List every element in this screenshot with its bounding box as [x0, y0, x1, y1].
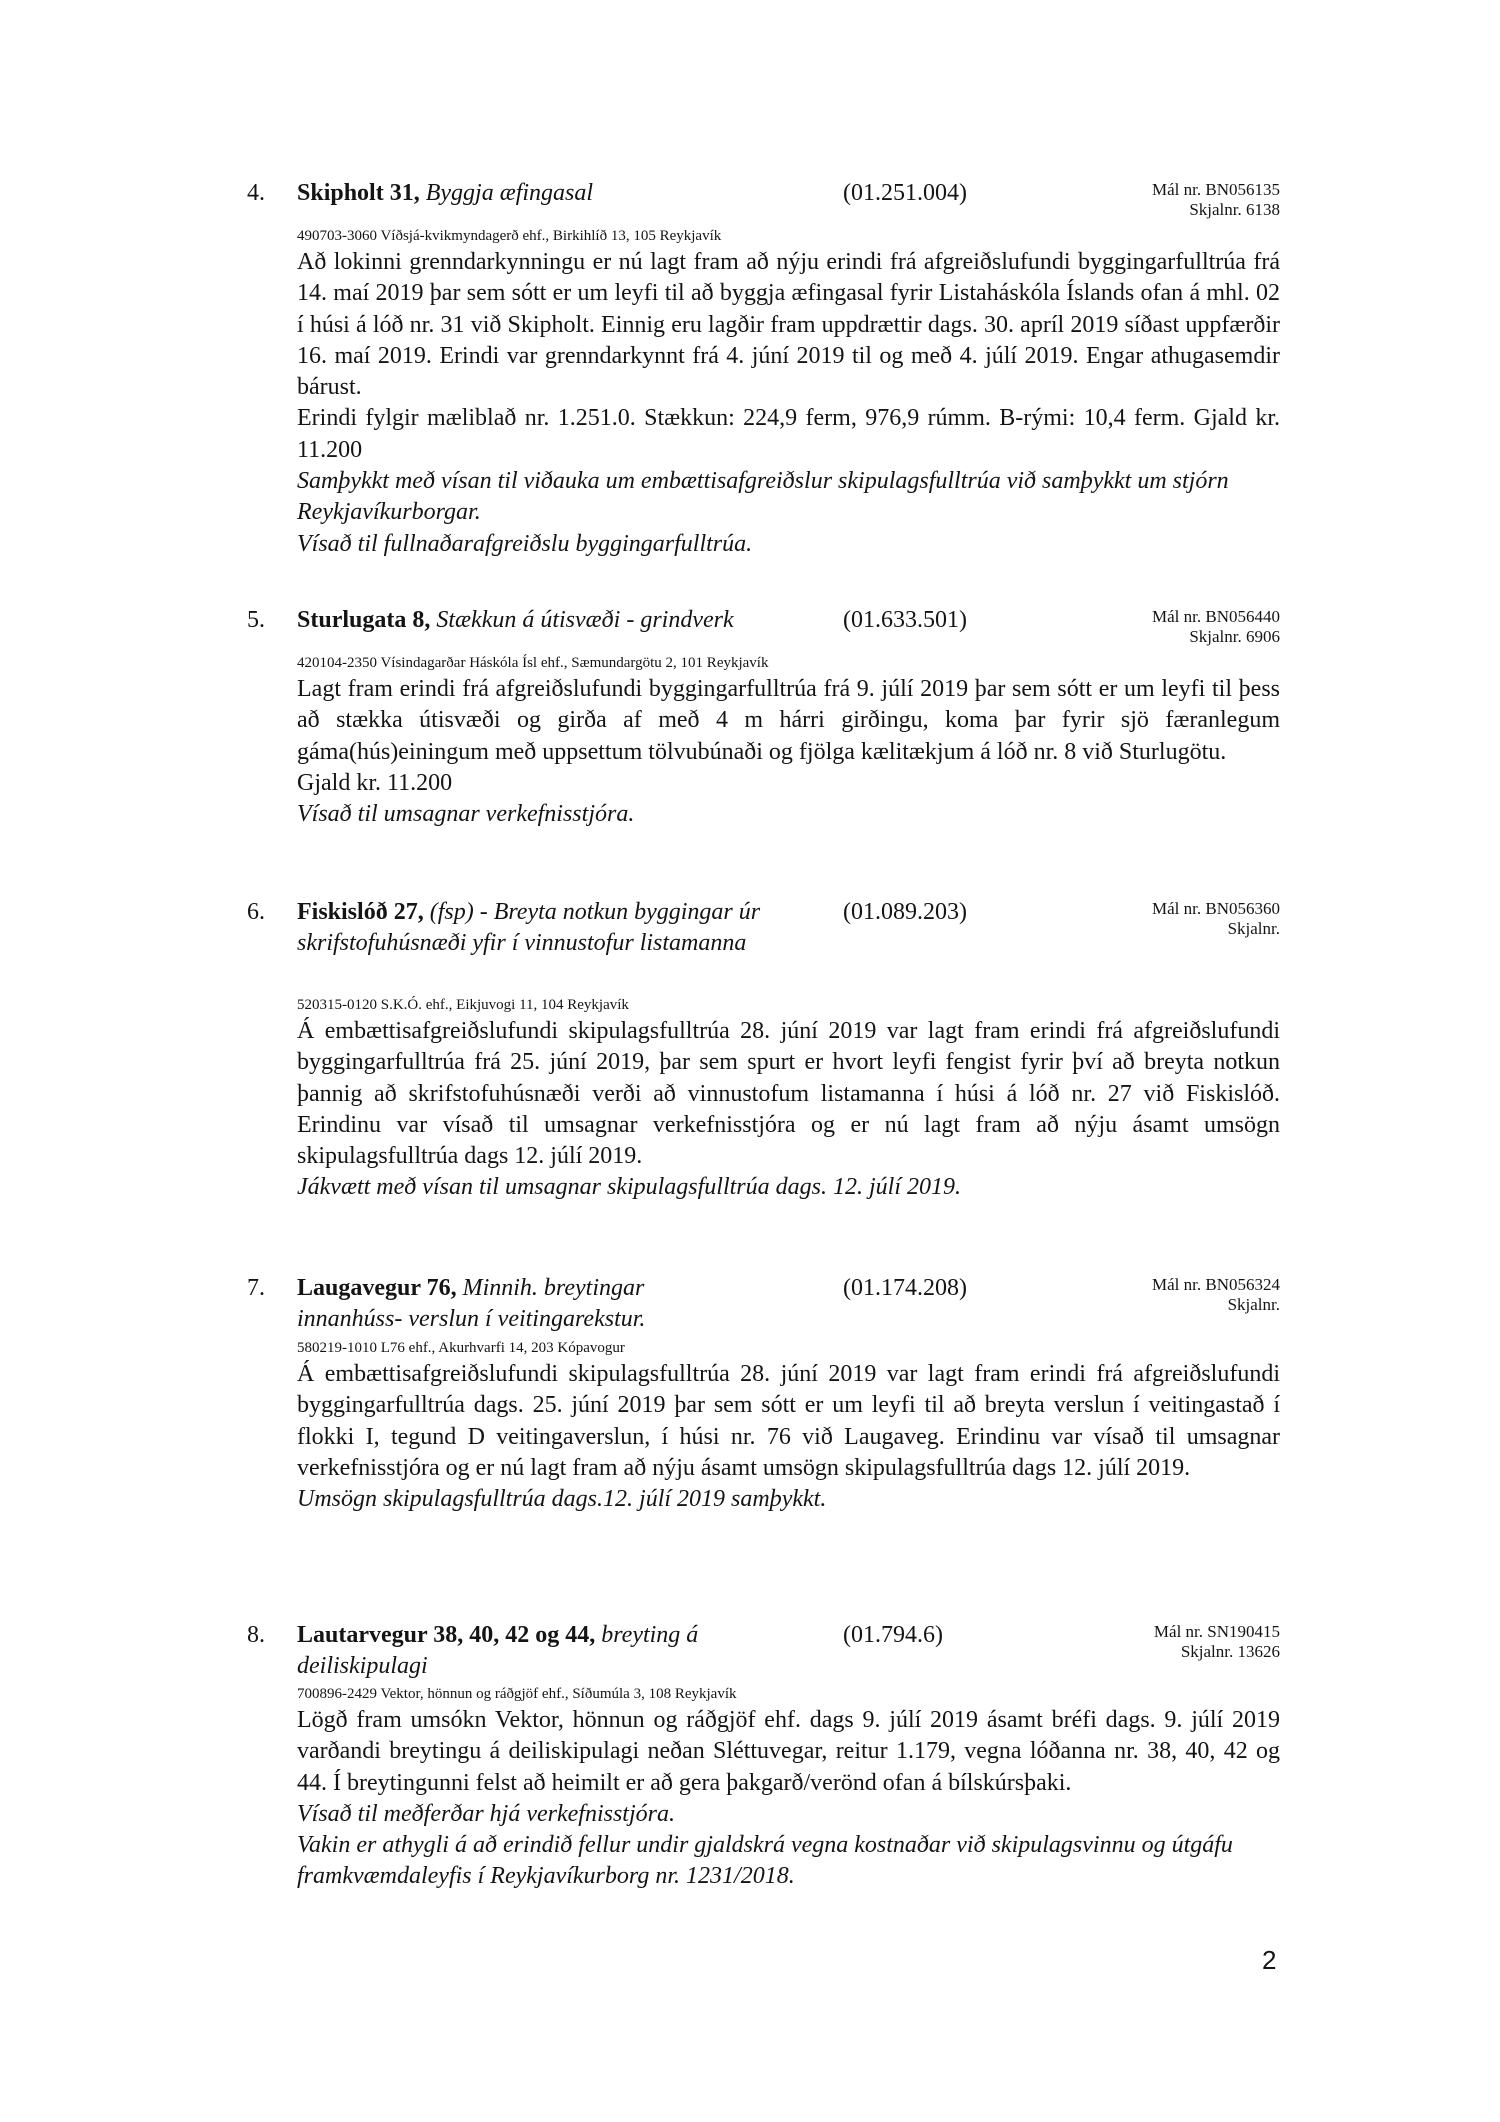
- item-address: Lautarvegur 38, 40, 42 og 44,: [297, 1622, 596, 1648]
- item-description: breyting á deiliskipulagi: [297, 1622, 699, 1679]
- item-title: [297, 605, 817, 636]
- item-text: Lögð fram umsókn Vektor, hönnun og ráðgjöf ehf. dags 9. júlí 2019 ásamt bréfi dags. 9. júlí 2019 varðandi breytingu á deiliskipulagi neðan Sléttuvegar, reitur 1.179, vegna lóðanna nr. 38, 40, 42 og 44. Í breytingunni felst að heimilt er að gera þakgarð/verönd ofan á bílskúrsþaki.: [297, 1707, 1280, 1796]
- item-decision: Vísað til meðferðar hjá verkefnisstjóra.: [297, 1800, 675, 1827]
- item-description: Minnih. breytingar innanhúss- verslun í veitingarekstur.: [297, 1275, 646, 1332]
- item-owner: 580219-1010 L76 ehf., Akurhvarfi 14, 203 Kópavogur: [297, 1340, 625, 1356]
- item-owner: 490703-3060 Víðsjá-kvikmyndagerð ehf., Birkihlíð 13, 105 Reykjavík: [297, 228, 722, 244]
- item-owner: 520315-0120 S.K.Ó. ehf., Eikjuvogi 11, 104 Reykjavík: [297, 997, 629, 1013]
- item-land-code: (01.251.004): [843, 180, 967, 206]
- item-body: [297, 674, 1280, 830]
- item-land-code: (01.794.6): [843, 1622, 943, 1648]
- case-reference: [1152, 180, 1280, 220]
- item-text: Á embættisafgreiðslufundi skipulagsfulltrúa 28. júní 2019 var lagt fram erindi frá afgreiðslufundi byggingarfulltrúa frá 25. júní 2019, þar sem spurt er hvort leyfi fengist fyrir því að breyta notkun þannig að skrifstofuhúsnæði verði að vinnustofum listamanna í húsi á lóð nr. 27 við Fiskislóð. Erindinu var vísað til umsagnar verkefnisstjóra og er nú lagt fram að nýju ásamt umsögn skipulagsfulltrúa dags 12. júlí 2019.: [297, 1018, 1280, 1170]
- item-decision: Umsögn skipulagsfulltrúa dags.12. júlí 2019 samþykkt.: [297, 1486, 827, 1513]
- item-number: 8.: [247, 1622, 265, 1648]
- item-text: Erindi fylgir mæliblað nr. 1.251.0. Stækkun: 224,9 ferm, 976,9 rúmm. B-rými: 10,4 ferm. Gjald kr. 11.200: [297, 405, 1280, 463]
- document-number: Skjalnr. 6138: [1189, 200, 1280, 219]
- item-body: [297, 1016, 1280, 1204]
- item-address: Sturlugata 8,: [297, 607, 431, 633]
- item-title: [297, 897, 817, 959]
- item-number: 6.: [247, 899, 265, 925]
- item-decision: Jákvætt með vísan til umsagnar skipulagsfulltrúa dags. 12. júlí 2019.: [297, 1174, 961, 1201]
- case-number: Mál nr. SN190415: [1153, 1622, 1280, 1641]
- case-reference: [1152, 899, 1280, 939]
- item-decision: Vakin er athygli á að erindið fellur undir gjaldskrá vegna kostnaðar við skipulagsvinnu og útgáfu framkvæmdaleyfis í Reykjavíkurborg nr. 1231/2018.: [297, 1832, 1233, 1890]
- item-title: [297, 178, 817, 209]
- item-description: (fsp) - Breyta notkun byggingar úr skrifstofuhúsnæði yfir í vinnustofur listamanna: [297, 899, 761, 956]
- item-owner: 700896-2429 Vektor, hönnun og ráðgjöf ehf., Síðumúla 3, 108 Reykjavík: [297, 1686, 737, 1702]
- document-number: Skjalnr. 13626: [1180, 1642, 1280, 1661]
- case-number: Mál nr. BN056135: [1152, 180, 1280, 199]
- item-address: Fiskislóð 27,: [297, 899, 424, 925]
- item-title: [297, 1620, 817, 1682]
- item-address: Skipholt 31,: [297, 180, 420, 206]
- item-text: Lagt fram erindi frá afgreiðslufundi byggingarfulltrúa frá 9. júlí 2019 þar sem sótt er um leyfi til þess að stækka útisvæði og girða af með 4 m hárri girðingu, koma þar fyrir sjö færanlegum gáma(hús)einingum með uppsettum tölvubúnaði og fjölga kælitækjum á lóð nr. 8 við Sturlugötu.: [297, 676, 1280, 765]
- document-number: Skjalnr.: [1227, 1295, 1280, 1314]
- item-owner: 420104-2350 Vísindagarðar Háskóla Ísl ehf., Sæmundargötu 2, 101 Reykjavík: [297, 655, 769, 671]
- item-text: Að lokinni grenndarkynningu er nú lagt fram að nýju erindi frá afgreiðslufundi byggingarfulltrúa frá 14. maí 2019 þar sem sótt er um leyfi til að byggja æfingasal fyrir Listaháskóla Íslands ofan á mhl. 02 í húsi á lóð nr. 31 við Skipholt. Einnig eru lagðir fram uppdrættir dags. 30. apríl 2019 síðast uppfærðir 16. maí 2019. Erindi var grenndarkynnt frá 4. júní 2019 til og með 4. júlí 2019. Engar athugasemdir bárust.: [297, 249, 1280, 401]
- item-land-code: (01.089.203): [843, 899, 967, 925]
- item-decision: Vísað til umsagnar verkefnisstjóra.: [297, 801, 635, 828]
- document-number: Skjalnr. 6906: [1189, 627, 1280, 646]
- item-description: Byggja æfingasal: [425, 180, 594, 206]
- item-description: Stækkun á útisvæði - grindverk: [436, 607, 734, 633]
- item-body: [297, 1705, 1280, 1893]
- document-number: Skjalnr.: [1227, 919, 1280, 938]
- item-text: Á embættisafgreiðslufundi skipulagsfulltrúa 28. júní 2019 var lagt fram erindi frá afgreiðslufundi byggingarfulltrúa dags. 25. júní 2019 þar sem sótt er um leyfi til að breyta verslun í veitingastað í flokki I, tegund D veitingaverslun, í húsi nr. 76 við Laugaveg. Erindinu var vísað til umsagnar verkefnisstjóra og er nú lagt fram að nýju ásamt umsögn skipulagsfulltrúa dags 12. júlí 2019.: [297, 1361, 1280, 1481]
- item-number: 5.: [247, 607, 265, 633]
- item-number: 7.: [247, 1275, 265, 1301]
- case-number: Mál nr. BN056440: [1152, 607, 1280, 626]
- case-reference: [1152, 607, 1280, 647]
- item-title: [297, 1273, 747, 1335]
- item-land-code: (01.633.501): [843, 607, 967, 633]
- item-body: [297, 247, 1280, 560]
- page-number: 2: [1262, 1945, 1277, 1975]
- case-number: Mál nr. BN056324: [1152, 1275, 1280, 1294]
- item-decision: Vísað til fullnaðarafgreiðslu byggingarfulltrúa.: [297, 530, 753, 557]
- item-decision: Samþykkt með vísan til viðauka um embættisafgreiðslur skipulagsfulltrúa við samþykkt um stjórn Reykjavíkurborgar.: [297, 468, 1229, 526]
- item-address: Laugavegur 76,: [297, 1275, 457, 1301]
- item-text: Gjald kr. 11.200: [297, 769, 453, 796]
- case-reference: [1154, 1622, 1280, 1662]
- item-body: [297, 1359, 1280, 1515]
- case-reference: [1152, 1275, 1280, 1315]
- case-number: Mál nr. BN056360: [1152, 899, 1280, 918]
- item-number: 4.: [247, 180, 265, 206]
- item-land-code: (01.174.208): [843, 1275, 967, 1301]
